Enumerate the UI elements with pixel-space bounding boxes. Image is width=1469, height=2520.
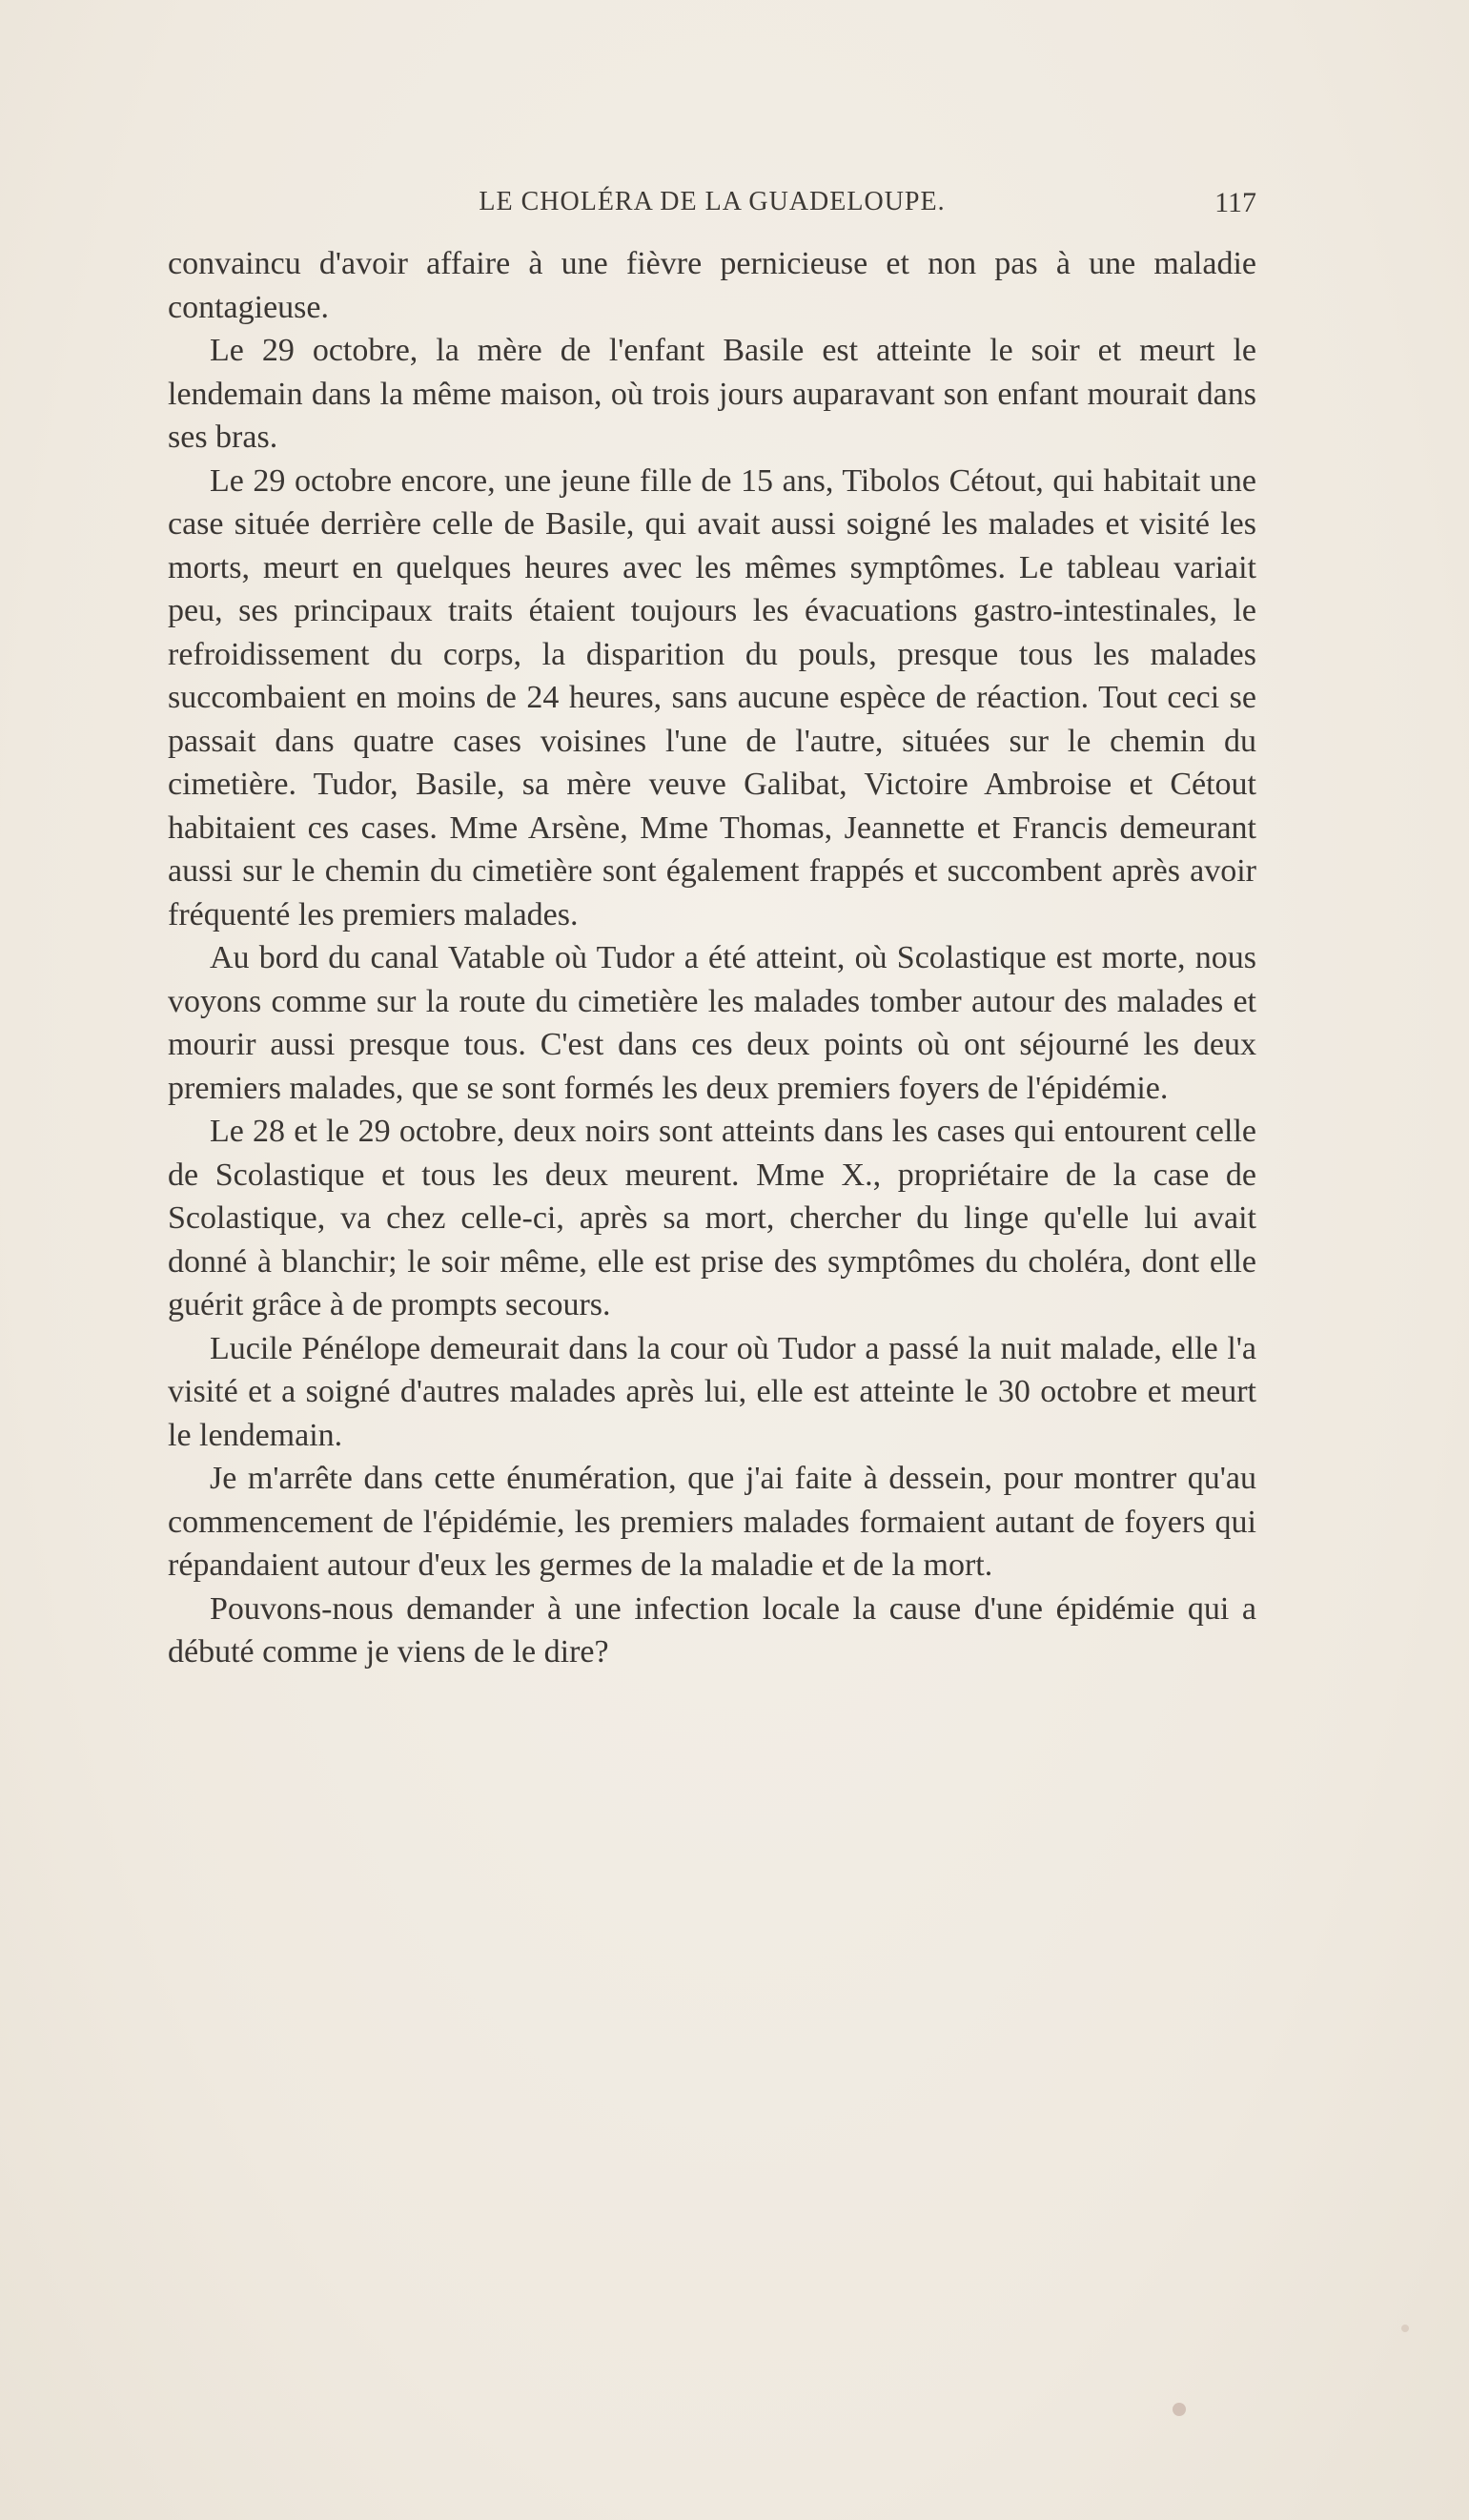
paper-speck (1401, 2325, 1409, 2332)
page-number: 117 (1214, 187, 1256, 218)
body-text (168, 242, 1256, 1674)
paragraph-3: Le 29 octobre encore, une jeune fille de 15 ans, Tibolos Cétout, qui habitait une case située derrière celle de Basile, qui avait aussi soigné les malades et visité les morts, meurt en quelques heures avec les mêmes symptômes. Le tableau variait peu, ses principaux traits étaient toujours les évacuations gastro-intestinales, le refroidissement du corps, la disparition du pouls, presque tous les malades succombaient en moins de 24 heures, sans aucune espèce de réaction. Tout ceci se passait dans quatre cases voisines l'une de l'autre, situées sur le chemin du cimetière. Tudor, Basile, sa mère veuve Galibat, Victoire Ambroise et Cétout habitaient ces cases. Mme Arsène, Mme Thomas, Jeannette et Francis demeurant aussi sur le chemin du cimetière sont également frappés et succombent après avoir fréquenté les premiers malades. (168, 462, 1256, 932)
paragraph-6: Lucile Pénélope demeurait dans la cour où Tudor a passé la nuit malade, elle l'a visité et a soigné d'autres malades après lui, elle est atteinte le 30 octobre et meurt le lendemain. (168, 1330, 1256, 1453)
page-header (168, 187, 1256, 229)
paragraph-4: Au bord du canal Vatable où Tudor a été atteint, où Scolastique est morte, nous voyons comme sur la route du cimetière les malades tomber autour des malades et mourir aussi presque tous. C'est dans ces deux points où ont séjourné les deux premiers malades, que se sont formés les deux premiers foyers de l'épidémie. (168, 940, 1256, 1106)
paper-speck (1173, 2403, 1186, 2416)
paragraph-2: Le 29 octobre, la mère de l'enfant Basile est atteinte le soir et meurt le lendemain dans la même maison, où trois jours auparavant son enfant mourait dans ses bras. (168, 333, 1256, 455)
paragraph-1: convaincu d'avoir affaire à une fièvre pernicieuse et non pas à une maladie contagieuse. (168, 246, 1256, 325)
paragraph-7: Je m'arrête dans cette énumération, que j'ai faite à dessein, pour montrer qu'au commencement de l'épidémie, les premiers malades formaient autant de foyers qui répandaient autour d'eux les germes de la maladie et de la mort. (168, 1461, 1256, 1583)
paragraph-5: Le 28 et le 29 octobre, deux noirs sont atteints dans les cases qui entourent celle de Scolastique et tous les deux meurent. Mme X., propriétaire de la case de Scolastique, va chez celle-ci, après sa mort, chercher du linge qu'elle lui avait donné à blanchir; le soir même, elle est prise des symptômes du choléra, dont elle guérit grâce à de prompts secours. (168, 1114, 1256, 1322)
running-title: LE CHOLÉRA DE LA GUADELOUPE. (479, 187, 946, 216)
paragraph-8: Pouvons-nous demander à une infection locale la cause d'une épidémie qui a débuté comme je viens de le dire? (168, 1590, 1256, 1670)
